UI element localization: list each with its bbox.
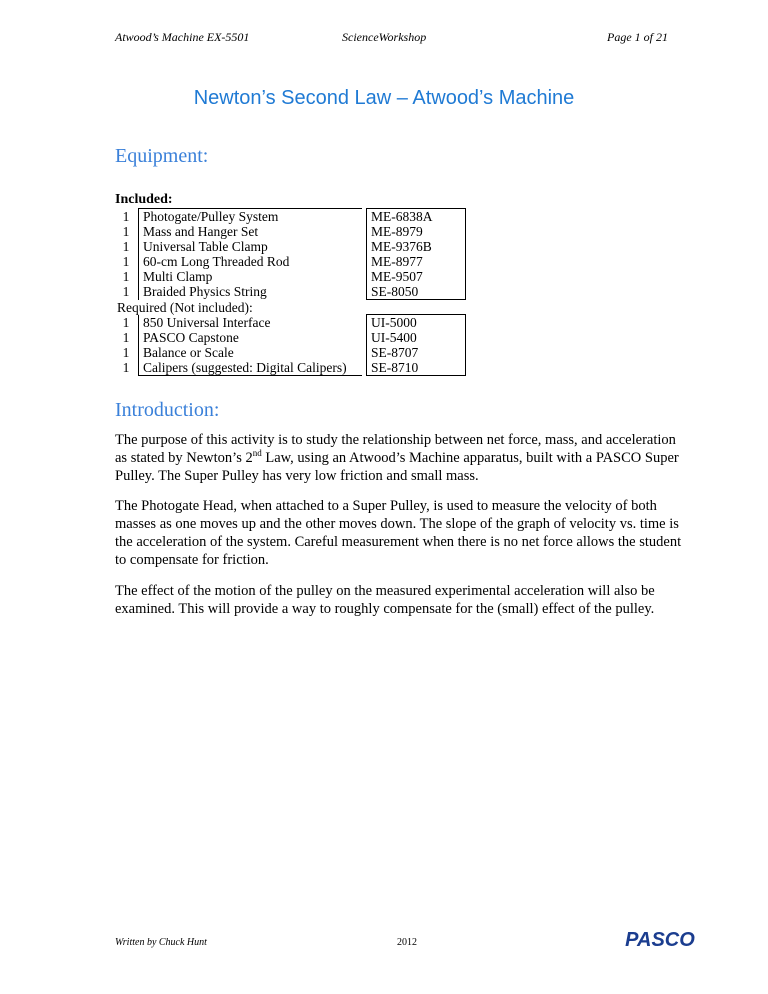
table-row	[114, 315, 466, 331]
introduction-heading: Introduction:	[115, 399, 220, 421]
table-row	[114, 360, 466, 376]
item-name-cell: Multi Clamp	[139, 269, 363, 284]
item-code-cell: ME-8979	[367, 224, 466, 239]
item-code-cell: ME-8977	[367, 254, 466, 269]
table-row	[114, 345, 466, 360]
equipment-table	[114, 208, 466, 376]
item-code-cell: UI-5400	[367, 330, 466, 345]
item-name-cell: PASCO Capstone	[139, 330, 363, 345]
logo-text: PASCO	[625, 929, 695, 950]
item-name-cell: Photogate/Pulley System	[139, 209, 363, 225]
included-label: Included:	[115, 192, 173, 207]
item-code-cell: ME-6838A	[367, 209, 466, 225]
header-center: ScienceWorkshop	[342, 30, 427, 44]
item-code-cell: ME-9507	[367, 269, 466, 284]
item-code-cell: SE-8050	[367, 284, 466, 300]
header-left: Atwood’s Machine EX-5501	[115, 30, 250, 44]
qty-cell: 1	[122, 360, 130, 375]
qty-cell: 1	[122, 284, 130, 299]
table-row	[114, 224, 466, 239]
item-code-cell: ME-9376B	[367, 239, 466, 254]
item-name-cell: Braided Physics String	[139, 284, 363, 300]
item-name-cell: Universal Table Clamp	[139, 239, 363, 254]
intro-paragraph-3: The effect of the motion of the pulley on the measured experimental acceleration will also be examined. This will provide a way to roughly compensate for the (small) effect of the pulley.	[115, 583, 655, 617]
required-label-row	[114, 300, 466, 315]
page-title: Newton’s Second Law – Atwood’s Machine	[193, 87, 575, 109]
item-name-cell: Mass and Hanger Set	[139, 224, 363, 239]
item-code-cell: SE-8710	[367, 360, 466, 376]
pasco-logo	[616, 928, 704, 950]
required-label: Required (Not included):	[117, 299, 253, 315]
qty-cell: 1	[122, 269, 130, 284]
qty-cell: 1	[122, 345, 130, 360]
item-code-cell: UI-5000	[367, 315, 466, 331]
footer-author: Written by Chuck Hunt	[115, 937, 207, 948]
table-row	[114, 209, 466, 225]
qty-cell: 1	[122, 208, 130, 224]
item-name-cell: Balance or Scale	[139, 345, 363, 360]
item-name-cell: Calipers (suggested: Digital Calipers)	[139, 360, 363, 376]
qty-cell: 1	[122, 239, 130, 254]
table-row	[114, 330, 466, 345]
table-row	[114, 284, 466, 300]
item-code-cell: SE-8707	[367, 345, 466, 360]
item-name-cell: 60-cm Long Threaded Rod	[139, 254, 363, 269]
intro-paragraph-2: The Photogate Head, when attached to a Super Pulley, is used to measure the velocity of both masses as one moves up and the other moves down. The slope of the graph of velocity vs. time is the acceleration of the system. Careful measurement when there is no net force allows the student to compensate for friction.	[115, 498, 682, 568]
intro-paragraph-1: The purpose of this activity is to study the relationship between net force, mass, and acceleration as stated by Newton’s 2nd Law, using an Atwood’s Machine apparatus, built with a PASCO Super Pulley. The Super Pulley has very low friction and small mass.	[115, 432, 679, 484]
qty-cell: 1	[122, 314, 130, 330]
table-row	[114, 239, 466, 254]
equipment-heading: Equipment:	[115, 145, 209, 167]
table-row	[114, 254, 466, 269]
qty-cell: 1	[122, 330, 130, 345]
item-name-cell: 850 Universal Interface	[139, 315, 363, 331]
qty-cell: 1	[122, 224, 130, 239]
footer-year: 2012	[397, 937, 417, 948]
table-row	[114, 269, 466, 284]
header-page-number: Page 1 of 21	[607, 30, 668, 44]
qty-cell: 1	[122, 254, 130, 269]
